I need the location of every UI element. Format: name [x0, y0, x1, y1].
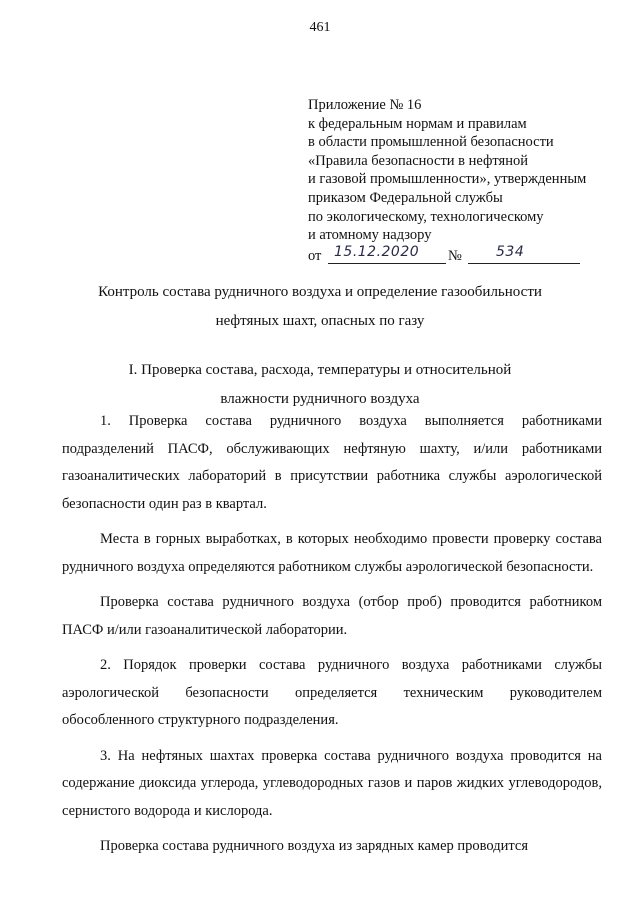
appendix-line: и газовой промышленности», утвержденным	[308, 171, 587, 188]
appendix-line: и атомному надзору	[308, 227, 432, 244]
document-title	[0, 278, 640, 336]
page-number: 461	[309, 20, 331, 35]
section-line: I. Проверка состава, расхода, температуры и относительной	[128, 362, 512, 378]
from-label: от	[308, 247, 322, 264]
order-date-number-line	[308, 245, 608, 267]
number-label: №	[448, 247, 462, 264]
section-heading	[0, 356, 640, 414]
appendix-line: к федеральным нормам и правилам	[308, 115, 527, 132]
appendix-header	[308, 96, 608, 267]
paragraph: Проверка состава рудничного воздуха (отбор проб) проводится работником ПАСФ и/или газоаналитической лаборатории.	[62, 594, 602, 638]
paragraph: Места в горных выработках, в которых необходимо провести проверку состава рудничного воздуха определяются работником службы аэрологической безопасности.	[62, 531, 602, 575]
paragraph: 1. Проверка состава рудничного воздуха выполняется работниками подразделений ПАСФ, обслуживающих нефтяную шахту, и/или работниками газоаналитических лабораторий в присутствии работника службы аэрологической безопасности один раз в квартал.	[62, 413, 602, 512]
handwritten-number: 534	[496, 243, 525, 260]
paragraph: Проверка состава рудничного воздуха из зарядных камер проводится	[100, 838, 529, 854]
title-line: Контроль состава рудничного воздуха и определение газообильности	[98, 284, 542, 300]
appendix-line: Приложение № 16	[308, 97, 422, 113]
handwritten-date: 15.12.2020	[334, 243, 420, 260]
appendix-line: по экологическому, технологическому	[308, 208, 544, 225]
appendix-line: приказом Федеральной службы	[308, 189, 503, 206]
section-line: влажности рудничного воздуха	[220, 391, 420, 407]
title-line: нефтяных шахт, опасных по газу	[215, 313, 425, 329]
appendix-line: в области промышленной безопасности	[308, 134, 554, 151]
body-text	[62, 408, 602, 869]
paragraph: 3. На нефтяных шахтах проверка состава рудничного воздуха проводится на содержание диоксида углерода, углеводородных газов и паров жидких углеводородов, сернистого водорода и кислорода.	[62, 747, 602, 819]
appendix-line: «Правила безопасности в нефтяной	[308, 152, 528, 169]
paragraph: 2. Порядок проверки состава рудничного воздуха работниками службы аэрологической безопасности определяется техническим руководителем обособленного структурного подразделения.	[62, 657, 602, 728]
